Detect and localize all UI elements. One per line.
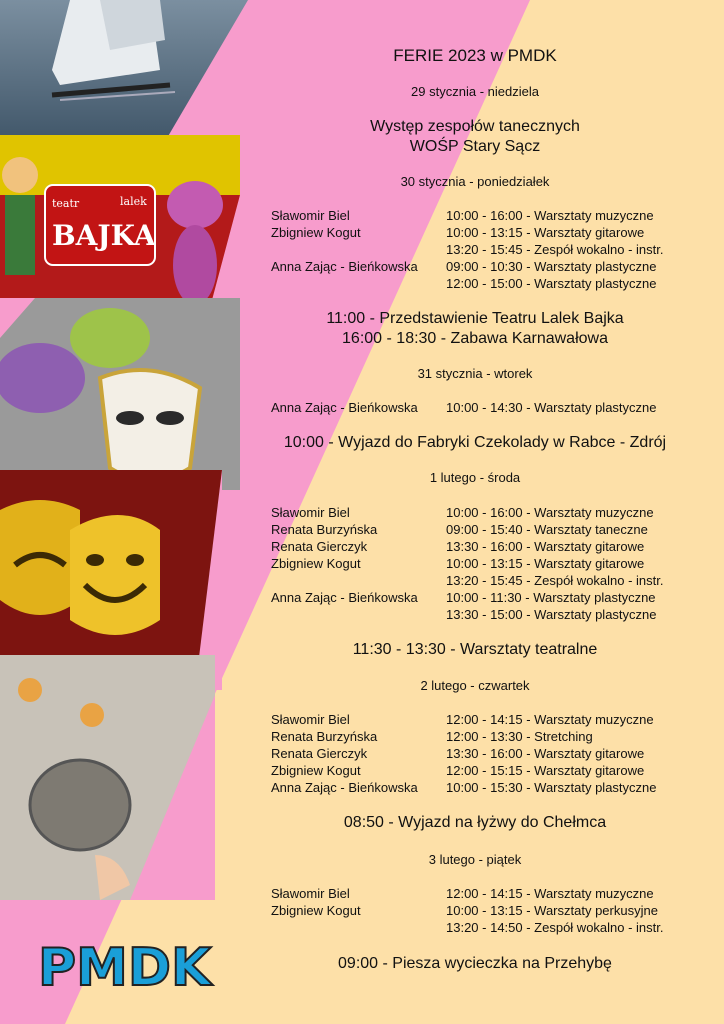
instructor-name: Sławomir Biel: [271, 886, 350, 901]
workshop-time: 10:00 - 13:15 - Warsztaty gitarowe: [446, 225, 645, 240]
instructor-name: Zbigniew Kogut: [271, 763, 361, 778]
instructor-name: Anna Zając - Bieńkowska: [271, 400, 418, 415]
instructor-name: Renata Gierczyk: [271, 746, 368, 761]
workshop-time: 09:00 - 15:40 - Warsztaty taneczne: [446, 522, 648, 537]
day-date: 30 stycznia - poniedziałek: [400, 174, 550, 189]
workshop-time: 10:00 - 16:00 - Warsztaty muzyczne: [446, 505, 654, 520]
workshop-time: 13:20 - 15:45 - Zespół wokalno - instr.: [446, 573, 664, 588]
instructor-name: Anna Zając - Bieńkowska: [271, 590, 418, 605]
workshop-time: 10:00 - 14:30 - Warsztaty plastyczne: [446, 400, 657, 415]
day-date: 31 stycznia - wtorek: [417, 366, 533, 381]
bajka-top-text: teatr: [52, 197, 80, 210]
workshop-time: 10:00 - 11:30 - Warsztaty plastyczne: [446, 590, 656, 605]
day-date: 2 lutego - czwartek: [420, 678, 530, 693]
bajka-side-text: lalek: [120, 195, 147, 208]
day-date: 29 stycznia - niedziela: [411, 84, 539, 99]
instructor-name: Renata Gierczyk: [271, 539, 368, 554]
pmdk-logo-text: PMDK: [38, 938, 212, 995]
workshop-time: 12:00 - 15:00 - Warsztaty plastyczne: [446, 276, 657, 291]
event-line: 08:50 - Wyjazd na łyżwy do Chełmca: [343, 814, 607, 831]
event-line: 11:30 - 13:30 - Warsztaty teatralne: [352, 641, 598, 658]
day-date: 3 lutego - piątek: [428, 852, 522, 867]
instructor-name: Sławomir Biel: [271, 208, 350, 223]
workshop-time: 12:00 - 14:15 - Warsztaty muzyczne: [446, 712, 654, 727]
instructor-name: Anna Zając - Bieńkowska: [271, 780, 418, 795]
workshop-time: 12:00 - 15:15 - Warsztaty gitarowe: [446, 763, 645, 778]
workshop-time: 13:20 - 15:45 - Zespół wokalno - instr.: [446, 242, 664, 257]
instructor-name: Sławomir Biel: [271, 505, 350, 520]
instructor-name: Zbigniew Kogut: [271, 556, 361, 571]
day-date: 1 lutego - środa: [429, 470, 521, 485]
event-line: Występ zespołów tanecznych: [370, 118, 580, 135]
event-line: 09:00 - Piesza wycieczka na Przehybę: [338, 955, 612, 972]
event-line: 10:00 - Wyjazd do Fabryki Czekolady w Rabce - Zdrój: [283, 434, 667, 451]
instructor-name: Anna Zając - Bieńkowska: [271, 259, 418, 274]
instructor-name: Zbigniew Kogut: [271, 903, 361, 918]
workshop-time: 10:00 - 13:15 - Warsztaty perkusyjne: [446, 903, 658, 918]
workshop-time: 13:20 - 14:50 - Zespół wokalno - instr.: [446, 920, 664, 935]
workshop-time: 13:30 - 16:00 - Warsztaty gitarowe: [446, 746, 645, 761]
workshop-time: 13:30 - 15:00 - Warsztaty plastyczne: [446, 607, 657, 622]
instructor-name: Sławomir Biel: [271, 712, 350, 727]
event-line: 16:00 - 18:30 - Zabawa Karnawałowa: [342, 330, 608, 347]
bajka-main-text: BAJKA: [52, 219, 156, 252]
instructor-name: Renata Burzyńska: [271, 729, 378, 744]
workshop-time: 10:00 - 13:15 - Warsztaty gitarowe: [446, 556, 645, 571]
instructor-name: Zbigniew Kogut: [271, 225, 361, 240]
instructor-name: Renata Burzyńska: [271, 522, 378, 537]
workshop-time: 10:00 - 15:30 - Warsztaty plastyczne: [446, 780, 657, 795]
event-line: WOŚP Stary Sącz: [409, 138, 541, 155]
poster-title: FERIE 2023 w PMDK: [393, 46, 557, 65]
event-line: 11:00 - Przedstawienie Teatru Lalek Bajka: [326, 310, 624, 327]
workshop-time: 12:00 - 13:30 - Stretching: [446, 729, 593, 744]
workshop-time: 13:30 - 16:00 - Warsztaty gitarowe: [446, 539, 645, 554]
workshop-time: 09:00 - 10:30 - Warsztaty plastyczne: [446, 259, 657, 274]
workshop-time: 12:00 - 14:15 - Warsztaty muzyczne: [446, 886, 654, 901]
workshop-time: 10:00 - 16:00 - Warsztaty muzyczne: [446, 208, 654, 223]
